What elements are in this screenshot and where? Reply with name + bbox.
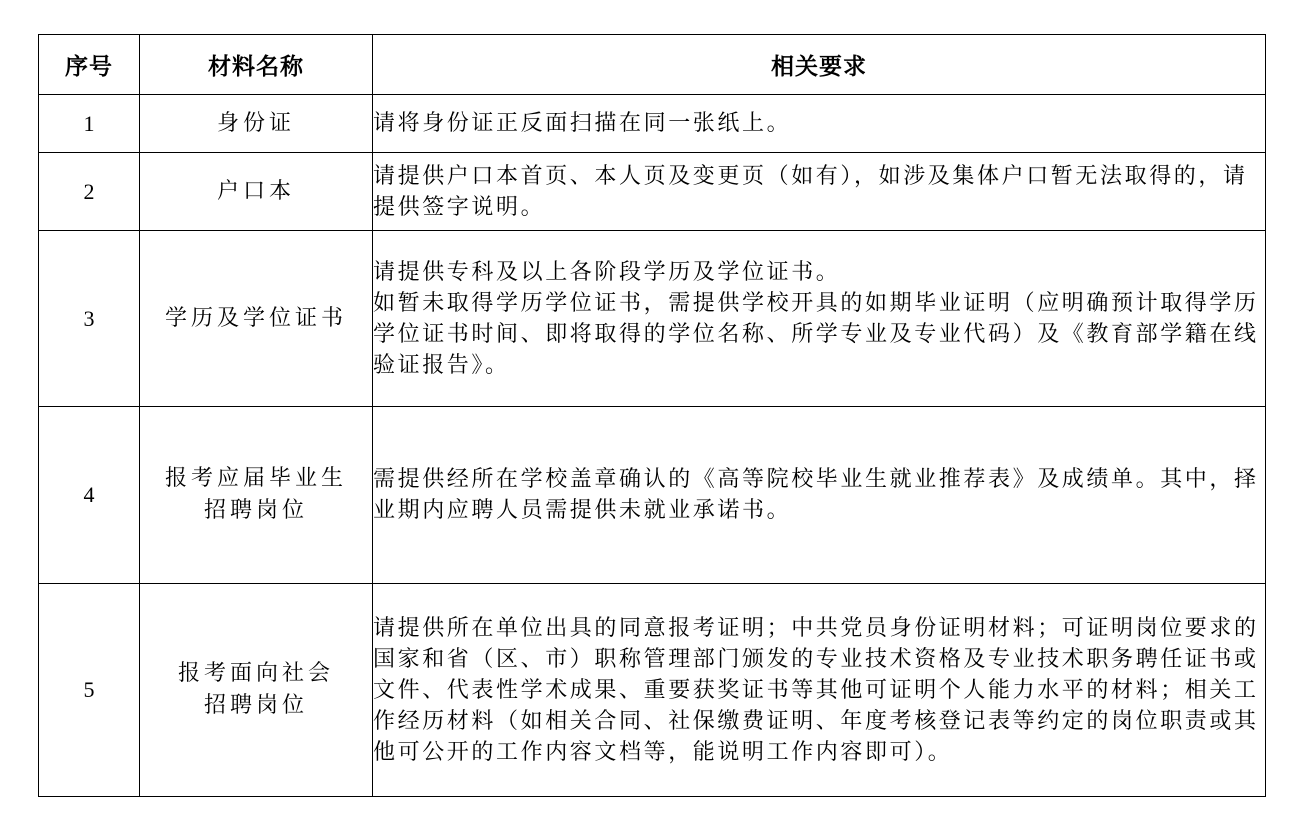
requirement-paragraph: 请提供户口本首页、本人页及变更页（如有），如涉及集体户口暂无法取得的，请提供签字说明。: [373, 163, 1248, 220]
material-name-line: 报考应届毕业生: [164, 466, 347, 491]
row-number: 3: [39, 231, 140, 407]
materials-table: [38, 34, 1266, 797]
requirement-text: [373, 95, 1266, 153]
material-name-line: 学历及学位证书: [164, 305, 347, 331]
table-row: [39, 584, 1266, 797]
material-name-line: 户口本: [216, 178, 295, 204]
material-name-line: 报考面向社会: [177, 661, 334, 686]
row-number: 5: [39, 584, 140, 797]
header-name: 材料名称: [140, 35, 373, 95]
material-name-line: 招聘岗位: [203, 498, 308, 523]
material-name: [140, 407, 373, 584]
requirement-paragraph: 需提供经所在学校盖章确认的《高等院校毕业生就业推荐表》及成绩单。其中，择业期内应聘人员需提供未就业承诺书。: [373, 467, 1259, 523]
material-name: [140, 231, 373, 407]
table-row: [39, 95, 1266, 153]
material-name-line: 招聘岗位: [203, 693, 308, 718]
table-header-row: [39, 35, 1266, 95]
requirement-text: [373, 153, 1266, 231]
requirement-text: [373, 584, 1266, 797]
header-requirement: 相关要求: [373, 35, 1266, 95]
requirement-paragraph: 请提供专科及以上各阶段学历及学位证书。: [373, 259, 841, 285]
table-row: [39, 153, 1266, 231]
material-name-line: 身份证: [216, 110, 295, 136]
requirement-text: [373, 407, 1266, 584]
table-row: [39, 407, 1266, 584]
material-name: [140, 153, 373, 231]
requirement-paragraph: 请提供所在单位出具的同意报考证明；中共党员身份证明材料；可证明岗位要求的国家和省（区、市）职称管理部门颁发的专业技术资格及专业技术职务聘任证书或文件、代表性学术成果、重要获奖证书等其他可证明个人能力水平的材料；相关工作经历材料（如相关合同、社保缴费证明、年度考核登记表等约定的岗位职责或其他可公开的工作内容文档等，能说明工作内容即可）。: [373, 615, 1259, 765]
header-no: 序号: [39, 35, 140, 95]
row-number: 2: [39, 153, 140, 231]
material-name: [140, 95, 373, 153]
row-number: 4: [39, 407, 140, 584]
requirement-paragraph: 请将身份证正反面扫描在同一张纸上。: [373, 111, 792, 136]
row-number: 1: [39, 95, 140, 153]
table-row: [39, 231, 1266, 407]
material-name: [140, 584, 373, 797]
requirement-text: [373, 231, 1266, 407]
requirement-paragraph: 如暂未取得学历学位证书，需提供学校开具的如期毕业证明（应明确预计取得学历学位证书时间、即将取得的学位名称、所学专业及专业代码）及《教育部学籍在线验证报告》。: [373, 290, 1259, 378]
